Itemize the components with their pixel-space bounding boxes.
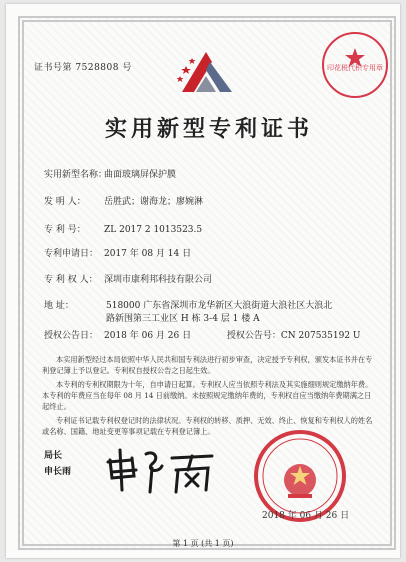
- signatory-title: 局长: [44, 451, 63, 461]
- patent-office-logo-icon: [176, 48, 242, 98]
- certificate-title: 实用新型专利证书: [104, 116, 313, 142]
- tax-seal-text: 印花税代积专用章: [327, 64, 383, 72]
- certificate-number-value: 7528808: [75, 63, 119, 73]
- field-row-inventor: 发 明 人： 岳胜武；谢海龙；廖婉淋: [44, 197, 204, 207]
- field-row-name: 实用新型名称：曲面玻璃屏保护膜: [44, 170, 177, 180]
- announce-row: 授权公告日： 2018 年 06 月 26 日 授权公告号：CN 207535192 U: [44, 331, 361, 341]
- field-row-patentee: 专 利 权 人： 深圳市康利邦科技有限公司: [44, 275, 213, 285]
- field-row-patent-no: 专 利 号： ZL 2017 2 1013523.5: [44, 225, 203, 235]
- certificate-number-label: 证书号第: [34, 63, 73, 73]
- paragraph: 本实用新型经过本局依照中华人民共和国专利法进行初步审查，决定授予专利权，颁发本证书并在专利登记簿上予以登记。专利权自授权公告之日起生效。: [42, 355, 373, 375]
- certificate-number: [34, 60, 132, 73]
- seal-date: 2018 年 06 月 26 日: [262, 511, 350, 521]
- paragraph: 专利证书记载专利权登记时的法律状况。专利权的转移、质押、无效、终止、恢复和专利权人的姓名或名称、国籍、地址变更等事项记载在专利登记簿上。: [42, 416, 373, 436]
- certificate-number-suffix: 号: [122, 63, 132, 73]
- page-footer: 第 1 页 (共 1 页): [172, 539, 234, 548]
- paragraph: 本专利的专利权期限为十年，自申请日起算。专利权人应当依照专利法及其实施细则规定缴纳年费。本专利的年费应当在每年 08 月 14 日前缴纳。未按照规定缴纳年费的，专利权自应当缴纳年费期满之日起终止。: [42, 380, 373, 411]
- signatory-name: 申长雨: [44, 467, 72, 477]
- field-row-filing-date: 专利申请日： 2017 年 08 月 14 日: [44, 249, 192, 259]
- certificate-page: 证书号第 7528808 号 印花税代积专用章 实用新型专利证书 实用新型名称：曲面玻璃屏保护膜 发 明 人： 岳胜武；谢海龙；廖婉淋 专 利 号： ZL 2017 2 1013523.5 专利申请日： 2017 年 08 月 14 日 专 利 权 人： 深圳市康利邦科技有限公司 地 址： 518000 广东省深圳市龙华新区大浪街道大浪社区大浪北 路新围第三工业区 H 栋 3-4 层 1 楼 A 授权公告日： 2018 年 06 月 26 日 授权公告号：CN 207535192 U 本实用新型经过本局依照中华人民共和国专利法进行初步审查，决定授予专利权，颁发本证书并在专利登记簿上予以登记。专利权自授权公告之日起生效。 本专利的专利权期限为十年，自申请日起算。专利权人应当依照专利法及其实施细则规定缴纳年费。本专利的年费应当在每年 08 月 14 日前缴纳。未按照规定缴纳年费的，专利权自应当缴纳年费期满之日起终止。 专利证书记载专利权登记时的法律状况。专利权的转移、质押、无效、终止、恢复和专利权人的姓名或名称、国籍、地址变更等事项记载在专利登记簿上。 局长 申长雨 2018 年 06 月 26 日 第 1 页 (共 1 页): [6, 4, 400, 558]
- tax-seal: [322, 32, 388, 98]
- handwritten-signature-icon: [102, 440, 222, 500]
